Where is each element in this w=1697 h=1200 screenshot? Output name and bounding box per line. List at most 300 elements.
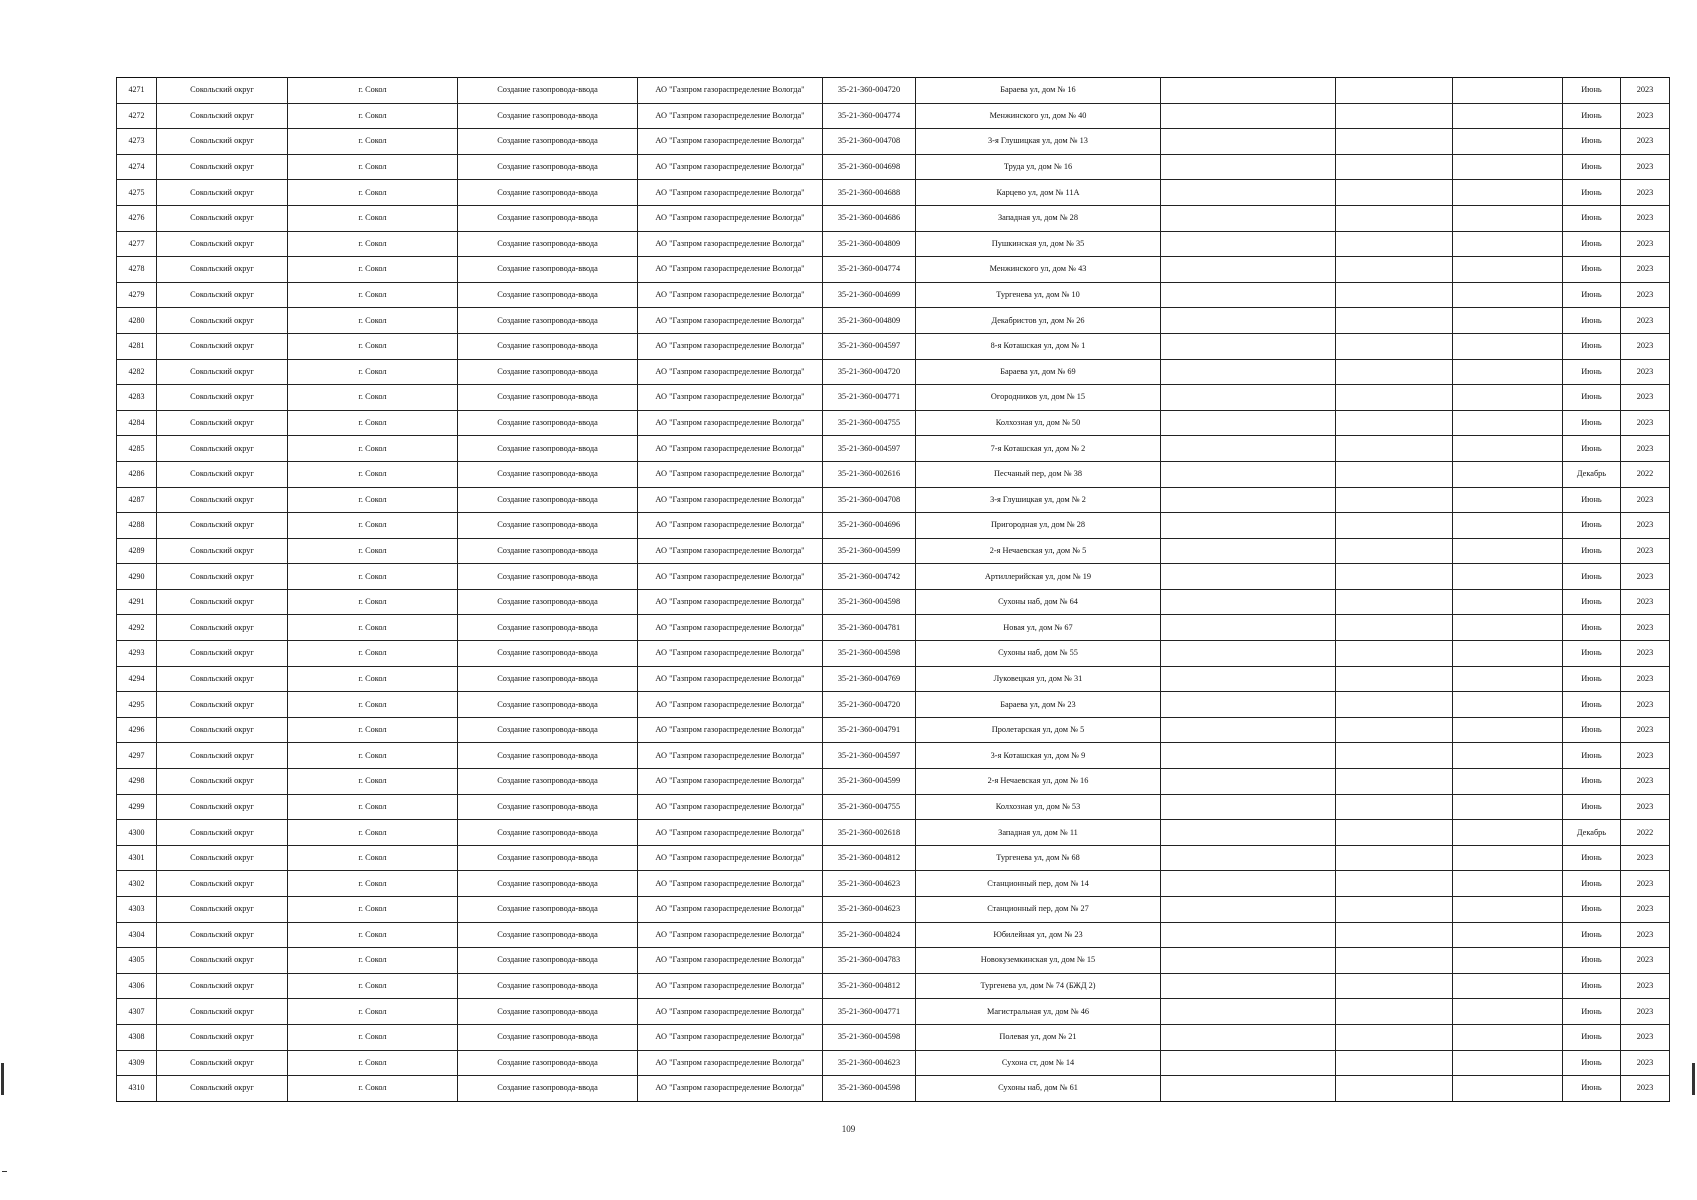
organization-cell: АО "Газпром газораспределение Вологда"	[638, 845, 823, 871]
empty-cell-cell	[1161, 359, 1336, 385]
district-cell: Сокольский округ	[157, 1076, 288, 1102]
organization-cell: АО "Газпром газораспределение Вологда"	[638, 1024, 823, 1050]
work-type-cell: Создание газопровода-ввода	[458, 436, 638, 462]
month-cell: Июнь	[1563, 897, 1621, 923]
district-cell: Сокольский округ	[157, 257, 288, 283]
empty-cell-cell	[1161, 461, 1336, 487]
empty-cell-cell	[1453, 78, 1563, 104]
work-type-cell: Создание газопровода-ввода	[458, 461, 638, 487]
address-cell: Бараева ул, дом № 16	[916, 78, 1161, 104]
empty-cell-cell	[1453, 897, 1563, 923]
year-cell: 2023	[1621, 948, 1670, 974]
settlement-cell: г. Сокол	[288, 129, 458, 155]
settlement-cell: г. Сокол	[288, 1050, 458, 1076]
cadastral-number-cell: 35-21-360-004686	[823, 205, 916, 231]
cadastral-number-cell: 35-21-360-002618	[823, 820, 916, 846]
empty-cell-cell	[1453, 487, 1563, 513]
organization-cell: АО "Газпром газораспределение Вологда"	[638, 180, 823, 206]
empty-cell-cell	[1453, 410, 1563, 436]
organization-cell: АО "Газпром газораспределение Вологда"	[638, 666, 823, 692]
scan-edge-mark	[1692, 1063, 1695, 1095]
table-row	[117, 845, 1670, 871]
gas-pipeline-table	[116, 77, 1670, 1102]
settlement-cell: г. Сокол	[288, 308, 458, 334]
month-cell: Июнь	[1563, 308, 1621, 334]
year-cell: 2023	[1621, 692, 1670, 718]
district-cell: Сокольский округ	[157, 129, 288, 155]
settlement-cell: г. Сокол	[288, 257, 458, 283]
empty-cell-cell	[1161, 538, 1336, 564]
empty-cell-cell	[1336, 513, 1453, 539]
year-cell: 2023	[1621, 589, 1670, 615]
year-cell: 2022	[1621, 820, 1670, 846]
empty-cell-cell	[1453, 717, 1563, 743]
district-cell: Сокольский округ	[157, 692, 288, 718]
district-cell: Сокольский округ	[157, 871, 288, 897]
table-row	[117, 103, 1670, 129]
address-cell: Луковецкая ул, дом № 31	[916, 666, 1161, 692]
settlement-cell: г. Сокол	[288, 999, 458, 1025]
address-cell: Огородников ул, дом № 15	[916, 385, 1161, 411]
empty-cell-cell	[1161, 103, 1336, 129]
empty-cell-cell	[1336, 564, 1453, 590]
empty-cell-cell	[1161, 410, 1336, 436]
cadastral-number-cell: 35-21-360-004597	[823, 743, 916, 769]
district-cell: Сокольский округ	[157, 333, 288, 359]
settlement-cell: г. Сокол	[288, 487, 458, 513]
row-number-cell: 4295	[117, 692, 157, 718]
work-type-cell: Создание газопровода-ввода	[458, 897, 638, 923]
row-number-cell: 4309	[117, 1050, 157, 1076]
empty-cell-cell	[1161, 436, 1336, 462]
month-cell: Июнь	[1563, 871, 1621, 897]
table-row	[117, 436, 1670, 462]
address-cell: Артиллерийская ул, дом № 19	[916, 564, 1161, 590]
district-cell: Сокольский округ	[157, 897, 288, 923]
settlement-cell: г. Сокол	[288, 78, 458, 104]
district-cell: Сокольский округ	[157, 794, 288, 820]
empty-cell-cell	[1336, 461, 1453, 487]
settlement-cell: г. Сокол	[288, 205, 458, 231]
table-row	[117, 692, 1670, 718]
work-type-cell: Создание газопровода-ввода	[458, 359, 638, 385]
row-number-cell: 4292	[117, 615, 157, 641]
month-cell: Июнь	[1563, 948, 1621, 974]
empty-cell-cell	[1161, 385, 1336, 411]
work-type-cell: Создание газопровода-ввода	[458, 999, 638, 1025]
empty-cell-cell	[1161, 845, 1336, 871]
year-cell: 2023	[1621, 154, 1670, 180]
row-number-cell: 4289	[117, 538, 157, 564]
row-number-cell: 4298	[117, 769, 157, 795]
empty-cell-cell	[1453, 129, 1563, 155]
address-cell: Тургенева ул, дом № 74 (БЖД 2)	[916, 973, 1161, 999]
empty-cell-cell	[1161, 1050, 1336, 1076]
organization-cell: АО "Газпром газораспределение Вологда"	[638, 999, 823, 1025]
work-type-cell: Создание газопровода-ввода	[458, 78, 638, 104]
address-cell: Карцево ул, дом № 11А	[916, 180, 1161, 206]
settlement-cell: г. Сокол	[288, 973, 458, 999]
month-cell: Июнь	[1563, 282, 1621, 308]
empty-cell-cell	[1336, 154, 1453, 180]
organization-cell: АО "Газпром газораспределение Вологда"	[638, 385, 823, 411]
address-cell: Тургенева ул, дом № 68	[916, 845, 1161, 871]
empty-cell-cell	[1336, 641, 1453, 667]
organization-cell: АО "Газпром газораспределение Вологда"	[638, 922, 823, 948]
empty-cell-cell	[1336, 1076, 1453, 1102]
table-row	[117, 359, 1670, 385]
year-cell: 2023	[1621, 1076, 1670, 1102]
empty-cell-cell	[1453, 154, 1563, 180]
month-cell: Июнь	[1563, 333, 1621, 359]
year-cell: 2023	[1621, 308, 1670, 334]
row-number-cell: 4280	[117, 308, 157, 334]
empty-cell-cell	[1336, 1024, 1453, 1050]
district-cell: Сокольский округ	[157, 231, 288, 257]
settlement-cell: г. Сокол	[288, 871, 458, 897]
year-cell: 2023	[1621, 1024, 1670, 1050]
cadastral-number-cell: 35-21-360-004812	[823, 973, 916, 999]
address-cell: Новокуземкинская ул, дом № 15	[916, 948, 1161, 974]
empty-cell-cell	[1336, 78, 1453, 104]
settlement-cell: г. Сокол	[288, 1076, 458, 1102]
row-number-cell: 4286	[117, 461, 157, 487]
settlement-cell: г. Сокол	[288, 154, 458, 180]
row-number-cell: 4296	[117, 717, 157, 743]
month-cell: Июнь	[1563, 103, 1621, 129]
table-row	[117, 717, 1670, 743]
organization-cell: АО "Газпром газораспределение Вологда"	[638, 692, 823, 718]
organization-cell: АО "Газпром газораспределение Вологда"	[638, 513, 823, 539]
month-cell: Июнь	[1563, 538, 1621, 564]
table-row	[117, 487, 1670, 513]
empty-cell-cell	[1453, 333, 1563, 359]
empty-cell-cell	[1336, 282, 1453, 308]
empty-cell-cell	[1453, 666, 1563, 692]
empty-cell-cell	[1453, 973, 1563, 999]
row-number-cell: 4282	[117, 359, 157, 385]
empty-cell-cell	[1336, 794, 1453, 820]
empty-cell-cell	[1453, 641, 1563, 667]
month-cell: Июнь	[1563, 666, 1621, 692]
settlement-cell: г. Сокол	[288, 103, 458, 129]
empty-cell-cell	[1453, 1076, 1563, 1102]
empty-cell-cell	[1161, 666, 1336, 692]
cadastral-number-cell: 35-21-360-004755	[823, 410, 916, 436]
settlement-cell: г. Сокол	[288, 589, 458, 615]
table-row	[117, 564, 1670, 590]
table-row	[117, 78, 1670, 104]
row-number-cell: 4306	[117, 973, 157, 999]
empty-cell-cell	[1336, 487, 1453, 513]
address-cell: Полевая ул, дом № 21	[916, 1024, 1161, 1050]
empty-cell-cell	[1336, 410, 1453, 436]
address-cell: 7-я Коташская ул, дом № 2	[916, 436, 1161, 462]
year-cell: 2023	[1621, 615, 1670, 641]
row-number-cell: 4290	[117, 564, 157, 590]
year-cell: 2023	[1621, 973, 1670, 999]
table-row	[117, 333, 1670, 359]
row-number-cell: 4272	[117, 103, 157, 129]
district-cell: Сокольский округ	[157, 308, 288, 334]
table-row	[117, 257, 1670, 283]
empty-cell-cell	[1453, 538, 1563, 564]
district-cell: Сокольский округ	[157, 1024, 288, 1050]
row-number-cell: 4285	[117, 436, 157, 462]
settlement-cell: г. Сокол	[288, 513, 458, 539]
empty-cell-cell	[1336, 615, 1453, 641]
empty-cell-cell	[1453, 615, 1563, 641]
organization-cell: АО "Газпром газораспределение Вологда"	[638, 820, 823, 846]
year-cell: 2023	[1621, 282, 1670, 308]
district-cell: Сокольский округ	[157, 180, 288, 206]
address-cell: Юбилейная ул, дом № 23	[916, 922, 1161, 948]
empty-cell-cell	[1336, 103, 1453, 129]
cadastral-number-cell: 35-21-360-002616	[823, 461, 916, 487]
row-number-cell: 4305	[117, 948, 157, 974]
empty-cell-cell	[1161, 641, 1336, 667]
row-number-cell: 4294	[117, 666, 157, 692]
month-cell: Июнь	[1563, 1050, 1621, 1076]
cadastral-number-cell: 35-21-360-004598	[823, 1076, 916, 1102]
month-cell: Июнь	[1563, 385, 1621, 411]
empty-cell-cell	[1453, 103, 1563, 129]
empty-cell-cell	[1161, 692, 1336, 718]
work-type-cell: Создание газопровода-ввода	[458, 871, 638, 897]
empty-cell-cell	[1336, 308, 1453, 334]
organization-cell: АО "Газпром газораспределение Вологда"	[638, 948, 823, 974]
settlement-cell: г. Сокол	[288, 1024, 458, 1050]
settlement-cell: г. Сокол	[288, 282, 458, 308]
address-cell: 3-я Глушицкая ул, дом № 2	[916, 487, 1161, 513]
empty-cell-cell	[1453, 743, 1563, 769]
row-number-cell: 4278	[117, 257, 157, 283]
work-type-cell: Создание газопровода-ввода	[458, 615, 638, 641]
year-cell: 2023	[1621, 922, 1670, 948]
address-cell: 3-я Коташская ул, дом № 9	[916, 743, 1161, 769]
year-cell: 2023	[1621, 359, 1670, 385]
organization-cell: АО "Газпром газораспределение Вологда"	[638, 103, 823, 129]
year-cell: 2023	[1621, 385, 1670, 411]
table-row	[117, 461, 1670, 487]
row-number-cell: 4303	[117, 897, 157, 923]
empty-cell-cell	[1161, 1024, 1336, 1050]
empty-cell-cell	[1161, 922, 1336, 948]
work-type-cell: Создание газопровода-ввода	[458, 743, 638, 769]
empty-cell-cell	[1336, 743, 1453, 769]
work-type-cell: Создание газопровода-ввода	[458, 538, 638, 564]
district-cell: Сокольский округ	[157, 589, 288, 615]
organization-cell: АО "Газпром газораспределение Вологда"	[638, 487, 823, 513]
row-number-cell: 4308	[117, 1024, 157, 1050]
row-number-cell: 4274	[117, 154, 157, 180]
table-row	[117, 641, 1670, 667]
settlement-cell: г. Сокол	[288, 615, 458, 641]
organization-cell: АО "Газпром газораспределение Вологда"	[638, 129, 823, 155]
empty-cell-cell	[1161, 154, 1336, 180]
year-cell: 2023	[1621, 78, 1670, 104]
settlement-cell: г. Сокол	[288, 231, 458, 257]
empty-cell-cell	[1336, 820, 1453, 846]
district-cell: Сокольский округ	[157, 743, 288, 769]
settlement-cell: г. Сокол	[288, 333, 458, 359]
work-type-cell: Создание газопровода-ввода	[458, 666, 638, 692]
work-type-cell: Создание газопровода-ввода	[458, 845, 638, 871]
row-number-cell: 4288	[117, 513, 157, 539]
address-cell: 8-я Коташская ул, дом № 1	[916, 333, 1161, 359]
empty-cell-cell	[1336, 973, 1453, 999]
empty-cell-cell	[1336, 333, 1453, 359]
work-type-cell: Создание газопровода-ввода	[458, 487, 638, 513]
empty-cell-cell	[1453, 461, 1563, 487]
cadastral-number-cell: 35-21-360-004720	[823, 78, 916, 104]
empty-cell-cell	[1453, 308, 1563, 334]
district-cell: Сокольский округ	[157, 999, 288, 1025]
district-cell: Сокольский округ	[157, 205, 288, 231]
district-cell: Сокольский округ	[157, 78, 288, 104]
month-cell: Июнь	[1563, 205, 1621, 231]
year-cell: 2023	[1621, 538, 1670, 564]
empty-cell-cell	[1161, 564, 1336, 590]
empty-cell-cell	[1161, 589, 1336, 615]
year-cell: 2023	[1621, 641, 1670, 667]
month-cell: Июнь	[1563, 154, 1621, 180]
month-cell: Июнь	[1563, 129, 1621, 155]
district-cell: Сокольский округ	[157, 973, 288, 999]
district-cell: Сокольский округ	[157, 641, 288, 667]
empty-cell-cell	[1453, 845, 1563, 871]
address-cell: Песчаный пер, дом № 38	[916, 461, 1161, 487]
settlement-cell: г. Сокол	[288, 385, 458, 411]
cadastral-number-cell: 35-21-360-004708	[823, 487, 916, 513]
address-cell: Тургенева ул, дом № 10	[916, 282, 1161, 308]
row-number-cell: 4291	[117, 589, 157, 615]
year-cell: 2023	[1621, 794, 1670, 820]
row-number-cell: 4297	[117, 743, 157, 769]
empty-cell-cell	[1161, 743, 1336, 769]
address-cell: Пролетарская ул, дом № 5	[916, 717, 1161, 743]
table-row	[117, 794, 1670, 820]
year-cell: 2023	[1621, 103, 1670, 129]
district-cell: Сокольский округ	[157, 487, 288, 513]
row-number-cell: 4304	[117, 922, 157, 948]
empty-cell-cell	[1336, 717, 1453, 743]
row-number-cell: 4299	[117, 794, 157, 820]
settlement-cell: г. Сокол	[288, 897, 458, 923]
year-cell: 2023	[1621, 487, 1670, 513]
district-cell: Сокольский округ	[157, 922, 288, 948]
empty-cell-cell	[1161, 513, 1336, 539]
district-cell: Сокольский округ	[157, 461, 288, 487]
work-type-cell: Создание газопровода-ввода	[458, 769, 638, 795]
empty-cell-cell	[1336, 999, 1453, 1025]
table-row	[117, 1024, 1670, 1050]
month-cell: Июнь	[1563, 257, 1621, 283]
month-cell: Июнь	[1563, 973, 1621, 999]
table-row	[117, 973, 1670, 999]
empty-cell-cell	[1336, 666, 1453, 692]
organization-cell: АО "Газпром газораспределение Вологда"	[638, 410, 823, 436]
organization-cell: АО "Газпром газораспределение Вологда"	[638, 257, 823, 283]
cadastral-number-cell: 35-21-360-004623	[823, 871, 916, 897]
empty-cell-cell	[1161, 973, 1336, 999]
work-type-cell: Создание газопровода-ввода	[458, 1050, 638, 1076]
empty-cell-cell	[1336, 948, 1453, 974]
table-row	[117, 666, 1670, 692]
table-row	[117, 948, 1670, 974]
empty-cell-cell	[1161, 871, 1336, 897]
row-number-cell: 4302	[117, 871, 157, 897]
row-number-cell: 4300	[117, 820, 157, 846]
table-row	[117, 231, 1670, 257]
district-cell: Сокольский округ	[157, 717, 288, 743]
organization-cell: АО "Газпром газораспределение Вологда"	[638, 589, 823, 615]
table-row	[117, 871, 1670, 897]
month-cell: Июнь	[1563, 794, 1621, 820]
work-type-cell: Создание газопровода-ввода	[458, 973, 638, 999]
row-number-cell: 4283	[117, 385, 157, 411]
year-cell: 2023	[1621, 999, 1670, 1025]
empty-cell-cell	[1453, 820, 1563, 846]
empty-cell-cell	[1336, 538, 1453, 564]
cadastral-number-cell: 35-21-360-004699	[823, 282, 916, 308]
organization-cell: АО "Газпром газораспределение Вологда"	[638, 538, 823, 564]
cadastral-number-cell: 35-21-360-004720	[823, 692, 916, 718]
address-cell: Пригородная ул, дом № 28	[916, 513, 1161, 539]
month-cell: Июнь	[1563, 615, 1621, 641]
cadastral-number-cell: 35-21-360-004791	[823, 717, 916, 743]
settlement-cell: г. Сокол	[288, 948, 458, 974]
cadastral-number-cell: 35-21-360-004771	[823, 385, 916, 411]
settlement-cell: г. Сокол	[288, 769, 458, 795]
work-type-cell: Создание газопровода-ввода	[458, 794, 638, 820]
address-cell: Сухоны наб, дом № 64	[916, 589, 1161, 615]
settlement-cell: г. Сокол	[288, 436, 458, 462]
cadastral-number-cell: 35-21-360-004623	[823, 897, 916, 923]
empty-cell-cell	[1453, 794, 1563, 820]
empty-cell-cell	[1161, 897, 1336, 923]
row-number-cell: 4307	[117, 999, 157, 1025]
settlement-cell: г. Сокол	[288, 538, 458, 564]
work-type-cell: Создание газопровода-ввода	[458, 513, 638, 539]
cadastral-number-cell: 35-21-360-004774	[823, 103, 916, 129]
year-cell: 2023	[1621, 845, 1670, 871]
empty-cell-cell	[1453, 922, 1563, 948]
table-row	[117, 769, 1670, 795]
empty-cell-cell	[1161, 820, 1336, 846]
address-cell: Пушкинская ул, дом № 35	[916, 231, 1161, 257]
empty-cell-cell	[1161, 999, 1336, 1025]
organization-cell: АО "Газпром газораспределение Вологда"	[638, 871, 823, 897]
settlement-cell: г. Сокол	[288, 743, 458, 769]
year-cell: 2023	[1621, 564, 1670, 590]
page-number: 109	[841, 1124, 856, 1134]
year-cell: 2023	[1621, 205, 1670, 231]
organization-cell: АО "Газпром газораспределение Вологда"	[638, 308, 823, 334]
address-cell: Декабристов ул, дом № 26	[916, 308, 1161, 334]
organization-cell: АО "Газпром газораспределение Вологда"	[638, 231, 823, 257]
table-row	[117, 308, 1670, 334]
empty-cell-cell	[1336, 922, 1453, 948]
empty-cell-cell	[1336, 436, 1453, 462]
empty-cell-cell	[1453, 180, 1563, 206]
cadastral-number-cell: 35-21-360-004742	[823, 564, 916, 590]
empty-cell-cell	[1453, 999, 1563, 1025]
year-cell: 2023	[1621, 231, 1670, 257]
year-cell: 2023	[1621, 436, 1670, 462]
work-type-cell: Создание газопровода-ввода	[458, 103, 638, 129]
row-number-cell: 4281	[117, 333, 157, 359]
